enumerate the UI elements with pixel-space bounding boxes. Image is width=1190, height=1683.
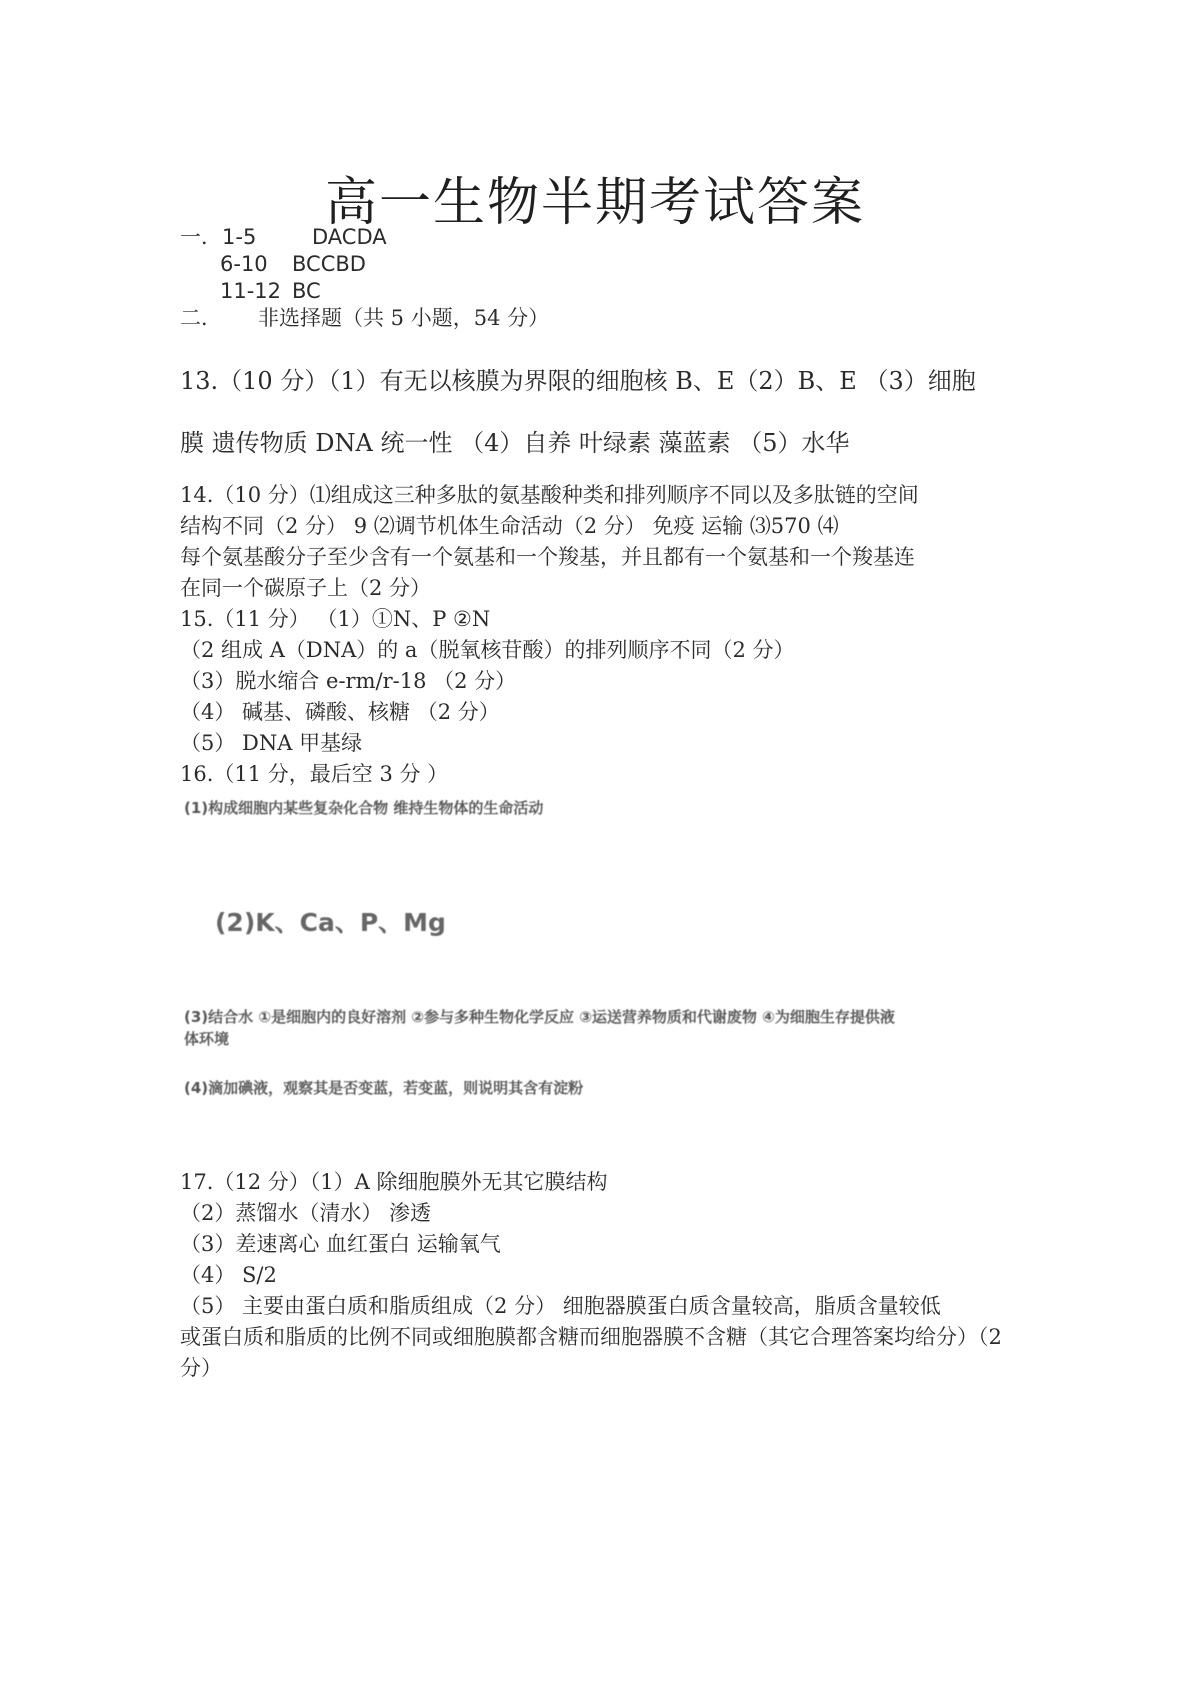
- section1-row-1: [180, 222, 1020, 252]
- q15-line-2: （2 组成 A（DNA）的 a（脱氧核苷酸）的排列顺序不同（2 分）: [180, 638, 795, 662]
- q15-line-4: （4） 碱基、磷酸、核糖 （2 分）: [180, 700, 500, 724]
- q15-line-5: （5） DNA 甲基绿: [180, 731, 363, 755]
- q16-answer-3a: (3)结合水 ①是细胞内的良好溶剂 ②参与多种生物化学反应 ③运送营养物质和代谢废物 ④为细胞生存提供液: [184, 1008, 895, 1026]
- section1-range: 11-12: [220, 279, 282, 303]
- section1-answers: BC: [292, 279, 321, 303]
- section1-row-3: [220, 276, 1060, 306]
- section2-text: 非选择题（共 5 小题，54 分）: [258, 306, 550, 330]
- q17-line-3: （3）差速离心 血红蛋白 运输氧气: [180, 1232, 501, 1256]
- q14-line-3: 每个氨基酸分子至少含有一个氨基和一个羧基，并且都有一个氨基和一个羧基连: [180, 545, 915, 569]
- q15-line-3: （3）脱水缩合 e-rm/r-18 （2 分）: [180, 669, 517, 693]
- section1-range: 1-5: [222, 225, 257, 249]
- q16-header: 16.（11 分，最后空 3 分 ）: [180, 762, 449, 786]
- q17-line-6: 或蛋白质和脂质的比例不同或细胞膜都含糖而细胞器膜不含糖（其它合理答案均给分）（2: [180, 1325, 1002, 1349]
- q16-answer-3b: 体环境: [184, 1030, 230, 1048]
- section1-answers: DACDA: [312, 225, 387, 249]
- q13-line-1: 13.（10 分）（1）有无以核膜为界限的细胞核 B、E（2）B、E （3）细胞: [180, 367, 976, 395]
- q16-answer-1: (1)构成细胞内某些复杂化合物 维持生物体的生命活动: [184, 799, 544, 817]
- q14-line-4: 在同一个碳原子上（2 分）: [180, 576, 432, 600]
- q16-answer-2: (2)K、Ca、P、Mg: [215, 908, 446, 937]
- q14-line-1: 14.（10 分）⑴组成这三种多肽的氨基酸种类和排列顺序不同以及多肽链的空间: [180, 483, 919, 507]
- section2-header: [180, 303, 1020, 333]
- q15-header: 15.（11 分） （1）①N、P ②N: [180, 607, 491, 631]
- q17-line-4: （4） S/2: [180, 1263, 277, 1287]
- q14-line-2: 结构不同（2 分） 9 ⑵调节机体生命活动（2 分） 免疫 运输 ⑶570 ⑷: [180, 514, 839, 538]
- section1-answers: BCCBD: [292, 252, 366, 276]
- section1-label: 一．: [180, 225, 222, 249]
- section1-row-2: [220, 249, 1060, 279]
- q17-header: 17.（12 分）（1）A 除细胞膜外无其它膜结构: [180, 1170, 608, 1194]
- section2-label: 二．: [180, 306, 222, 330]
- page-title: 高一生物半期考试答案: [324, 173, 865, 233]
- q13-line-2: 膜 遗传物质 DNA 统一性 （4）自养 叶绿素 藻蓝素 （5）水华: [180, 429, 850, 457]
- section1-range: 6-10: [220, 252, 268, 276]
- q17-line-7: 分）: [180, 1356, 222, 1380]
- q17-line-5: （5） 主要由蛋白质和脂质组成（2 分） 细胞器膜蛋白质含量较高，脂质含量较低: [180, 1294, 941, 1318]
- q17-line-2: （2）蒸馏水（清水） 渗透: [180, 1201, 432, 1225]
- q16-answer-4: (4)滴加碘液，观察其是否变蓝，若变蓝，则说明其含有淀粉: [184, 1079, 584, 1097]
